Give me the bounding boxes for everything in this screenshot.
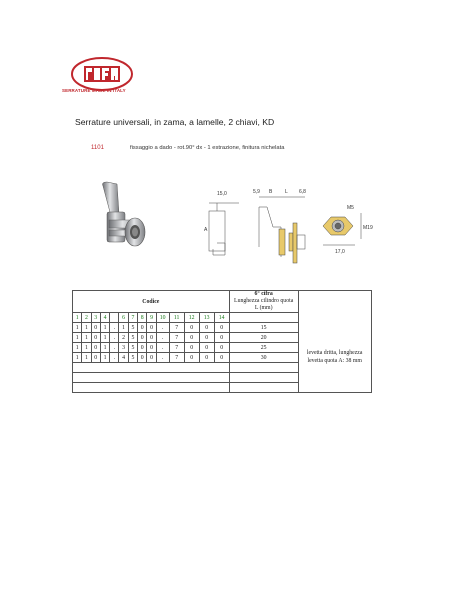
table-row [73,323,372,333]
digit-cell: 0 [214,353,229,363]
digit-cell: 0 [214,323,229,333]
digit-cell: . [156,343,169,353]
digit-cell: 1 [82,323,91,333]
codice-header: Codice [73,291,230,313]
digit-cell: 0 [138,323,147,333]
digit-cell: 0 [199,353,214,363]
digit-cell: 7 [169,333,184,343]
note-cell [298,313,371,323]
position-cell [110,313,119,323]
digit-cell: 0 [199,343,214,353]
digit-cell: 1 [119,323,128,333]
digit-cell: 0 [214,333,229,343]
position-cell: 9 [147,313,156,323]
digit-cell: 0 [199,323,214,333]
digit-cell: . [110,343,119,353]
digit-cell: 0 [91,323,100,333]
digit-cell: 1 [100,333,109,343]
cifra-header [229,291,298,313]
digit-cell: 1 [73,343,82,353]
dim-label: L [285,189,288,195]
digit-cell: 1 [82,333,91,343]
digit-cell: 0 [147,323,156,333]
technical-drawing [195,183,380,271]
product-description: fissaggio a dado - rot.90° dx - 1 estrazione, finitura nichelata [130,145,285,151]
length-cell: 25 [229,343,298,353]
digit-cell: 0 [91,343,100,353]
digit-cell: 7 [169,343,184,353]
digit-cell: 0 [147,343,156,353]
digit-cell: 5 [128,343,137,353]
product-photo [93,180,153,264]
position-cell: 4 [100,313,109,323]
digit-cell: 1 [82,343,91,353]
length-cell: 20 [229,333,298,343]
digit-cell: 1 [100,353,109,363]
length-header-cell [229,313,298,323]
length-cell: 15 [229,323,298,333]
digit-cell: 1 [82,353,91,363]
digit-cell: 0 [199,333,214,343]
note-cell: levetta dritta, lunghezza levetta quota A: 38 mm [298,323,371,393]
digit-cell: 0 [138,353,147,363]
position-cell: 1 [73,313,82,323]
dim-label: 17,0 [335,249,345,255]
position-cell: 12 [184,313,199,323]
position-cell: 10 [156,313,169,323]
digit-cell: . [156,333,169,343]
digit-cell: 0 [184,343,199,353]
brand-logo [70,56,134,92]
dim-label: M19 [363,225,373,231]
digit-cell: 7 [169,323,184,333]
digit-cell: 0 [214,343,229,353]
position-cell: 2 [82,313,91,323]
dim-label: 15,0 [217,191,227,197]
digit-cell: 0 [184,333,199,343]
product-code: 1101 [91,145,104,151]
digit-cell: 1 [73,323,82,333]
digit-cell: 1 [73,353,82,363]
position-cell: 7 [128,313,137,323]
spec-table [72,290,372,393]
digit-cell: 0 [138,333,147,343]
lunghezza-header: Lunghezza cilindro quota L (mm) [234,298,294,311]
digit-cell: 0 [184,323,199,333]
digit-cell: 5 [128,323,137,333]
digit-cell: 1 [100,343,109,353]
position-cell: 3 [91,313,100,323]
digit-cell: . [156,323,169,333]
digit-cell: . [110,323,119,333]
dim-label: B [269,189,273,195]
dim-label: M5 [347,205,354,211]
digit-cell: 0 [138,343,147,353]
digit-cell: 2 [119,333,128,343]
digit-cell: 0 [91,353,100,363]
digit-cell: 0 [91,333,100,343]
digit-cell: 4 [119,353,128,363]
dim-label: 5,9 [253,189,260,195]
position-cell: 11 [169,313,184,323]
position-cell: 6 [119,313,128,323]
page-title: Serrature universali, in zama, a lamelle, 2 chiavi, KD [75,117,275,127]
digit-cell: 7 [169,353,184,363]
position-row [73,313,372,323]
note-header-cell [298,291,371,313]
digit-cell: 5 [128,333,137,343]
position-cell: 14 [214,313,229,323]
digit-cell: . [110,333,119,343]
digit-cell: 1 [100,323,109,333]
digit-cell: 1 [73,333,82,343]
dim-label: A [204,227,208,233]
length-cell: 30 [229,353,298,363]
digit-cell: 3 [119,343,128,353]
digit-cell: . [110,353,119,363]
brand-tagline: SERRATURE MADE IN ITALY [62,88,126,93]
digit-cell: 0 [147,353,156,363]
dim-label: 6,8 [299,189,306,195]
position-cell: 8 [138,313,147,323]
cifra-title: 6° cifra [254,291,273,297]
digit-cell: 5 [128,353,137,363]
position-cell: 13 [199,313,214,323]
digit-cell: 0 [147,333,156,343]
digit-cell: 0 [184,353,199,363]
digit-cell: . [156,353,169,363]
